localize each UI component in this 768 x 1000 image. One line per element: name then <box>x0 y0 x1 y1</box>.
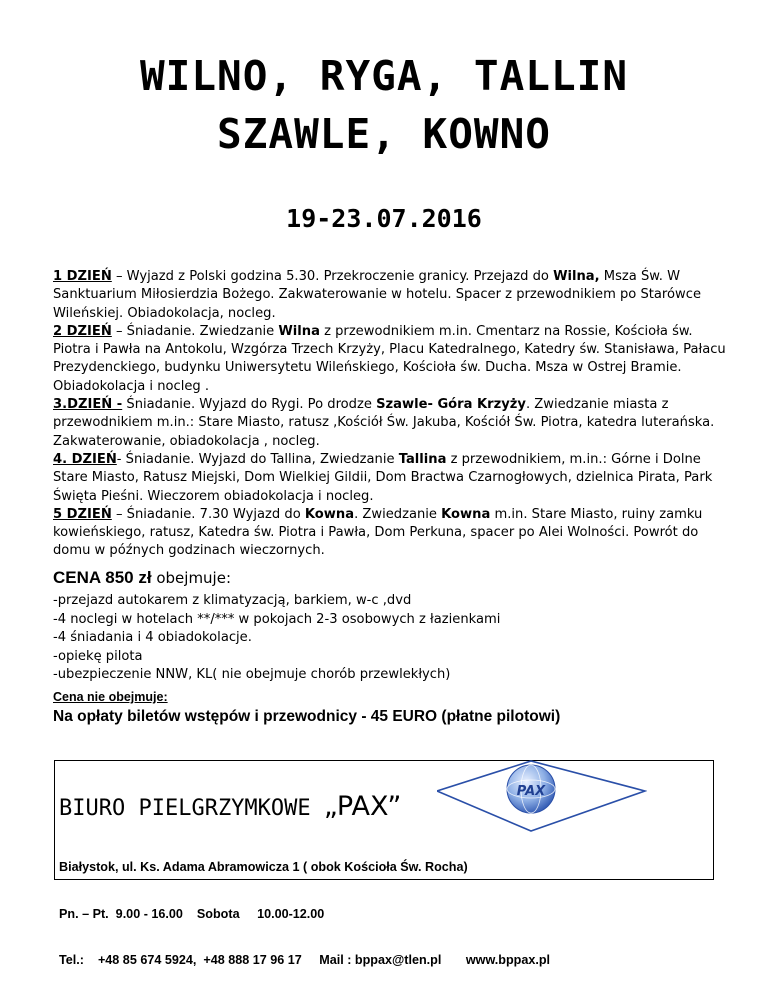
day-text: . Zwiedzanie <box>354 506 442 522</box>
day-text: – Śniadanie. Zwiedzanie <box>111 323 279 339</box>
pax-logo-icon <box>437 760 647 832</box>
day-place: Tallina <box>398 451 447 467</box>
day-place: Kowna <box>441 506 491 522</box>
day-2 <box>53 323 733 396</box>
day-text: – Wyjazd z Polski godzina 5.30. Przekroczenie granicy. Przejazd do <box>111 269 554 284</box>
title-line-2: SZAWLE, KOWNO <box>217 110 551 158</box>
included-item: -4 śniadania i 4 obiadokolacje. <box>53 630 252 645</box>
day-5 <box>53 506 733 561</box>
day-label: 5 DZIEŃ <box>53 506 112 522</box>
day-3 <box>53 396 733 451</box>
price-includes-label: obejmuje: <box>151 569 232 587</box>
day-place: Kowna <box>304 506 355 522</box>
day-text: – Śniadanie. 7.30 Wyjazd do <box>111 506 305 522</box>
day-place: Wilna, <box>553 269 600 284</box>
company-address: Białystok, ul. Ks. Adama Abramowicza 1 ( obok Kościoła Św. Rocha) <box>59 860 468 874</box>
company-box <box>54 760 714 967</box>
included-item: -4 noclegi w hotelach **/*** w pokojach 2-3 osobowych z łazienkami <box>53 611 501 627</box>
company-phone-mail: Tel.: +48 85 674 5924, +48 888 17 96 17 Mail : bppax@tlen.pl www.bppax.pl <box>59 953 551 967</box>
company-contact <box>59 829 550 1000</box>
day-1 <box>53 268 733 323</box>
day-4 <box>53 451 733 506</box>
day-text: z przewodnikiem, m.in.: Górne i Dolne Stare Miasto, Ratusz Miejski, Dom Wielkiej Gildii, Dom Bractwa Czarnogłowych, dzielnica Pirata, Park Święta Pieśni. Wieczorem obiadokolacja i nocleg. <box>53 451 713 504</box>
included-item: -ubezpieczenie NNW, KL( nie obejmuje chorób przewlekłych) <box>53 667 451 682</box>
price-line <box>53 568 231 588</box>
included-item: -przejazd autokarem z klimatyzacją, barkiem, w-c ,dvd <box>53 593 412 608</box>
day-place: Wilna <box>278 323 320 339</box>
not-included-heading: Cena nie obejmuje: <box>53 690 168 704</box>
day-label: 3.DZIEŃ - <box>53 397 123 413</box>
day-label: 2 DZIEŃ <box>53 323 112 339</box>
day-text: - Śniadanie. Wyjazd do Tallina, Zwiedzanie <box>116 451 399 467</box>
day-text: Msza Św. W Sanktuarium Miłosierdzia Bożego. Zakwaterowanie w hotelu. Spacer z przewodnikiem po Starówce Wileńskiej. Obiadokolacja, nocleg. <box>53 269 702 321</box>
price-label: CENA 850 zł <box>53 568 152 587</box>
day-text: . Zwiedzanie miasta z przewodnikiem m.in.: Stare Miasto, ratusz ,Kościół Św. Jakuba, Kościół Św. Piotra, katedra luterańska. Zakwaterowanie, obiadokolacja , nocleg. <box>53 397 715 449</box>
logo-text: PAX <box>516 784 546 799</box>
company-name-text: BIURO PIELGRZYMKOWE <box>59 796 324 821</box>
day-label: 4. DZIEŃ <box>53 451 117 467</box>
not-included-text: Na opłaty biletów wstępów i przewodnicy - 45 EURO (płatne pilotowi) <box>53 708 561 725</box>
company-name <box>59 791 401 822</box>
title-line-1: WILNO, RYGA, TALLIN <box>140 52 628 100</box>
day-label: 1 DZIEŃ <box>53 269 112 284</box>
day-text: Śniadanie. Wyjazd do Rygi. Po drodze <box>122 397 377 413</box>
program <box>53 268 733 561</box>
trip-dates: 19-23.07.2016 <box>286 204 482 233</box>
day-place: Szawle- Góra Krzyży <box>376 397 526 413</box>
included-item: -opiekę pilota <box>53 648 143 664</box>
company-hours: Pn. – Pt. 9.00 - 16.00 Sobota 10.00-12.00 <box>59 906 325 921</box>
day-text: m.in. Stare Miasto, ruiny zamku kowieńskiego, ratusz, Katedra św. Piotra i Pawła, Dom Perkuna, spacer po Alei Wolności. Powrót do domu w późnych godzinach wieczornych. <box>53 506 703 559</box>
day-text: z przewodnikiem m.in. Cmentarz na Rossie, Kościoła św. Piotra i Pawła na Antokolu, Wzgórza Trzech Krzyży, Placu Katedralnego, Katedry św. Stanisława, Pałacu Prezydenckiego, budynku Uniwersytetu Wileńskiego, Kościoła św. Ducha. Msza w Ostrej Bramie. Obiadokolacja i nocleg . <box>53 323 726 394</box>
included-list <box>53 592 733 685</box>
company-brand: „PAX” <box>323 791 402 822</box>
